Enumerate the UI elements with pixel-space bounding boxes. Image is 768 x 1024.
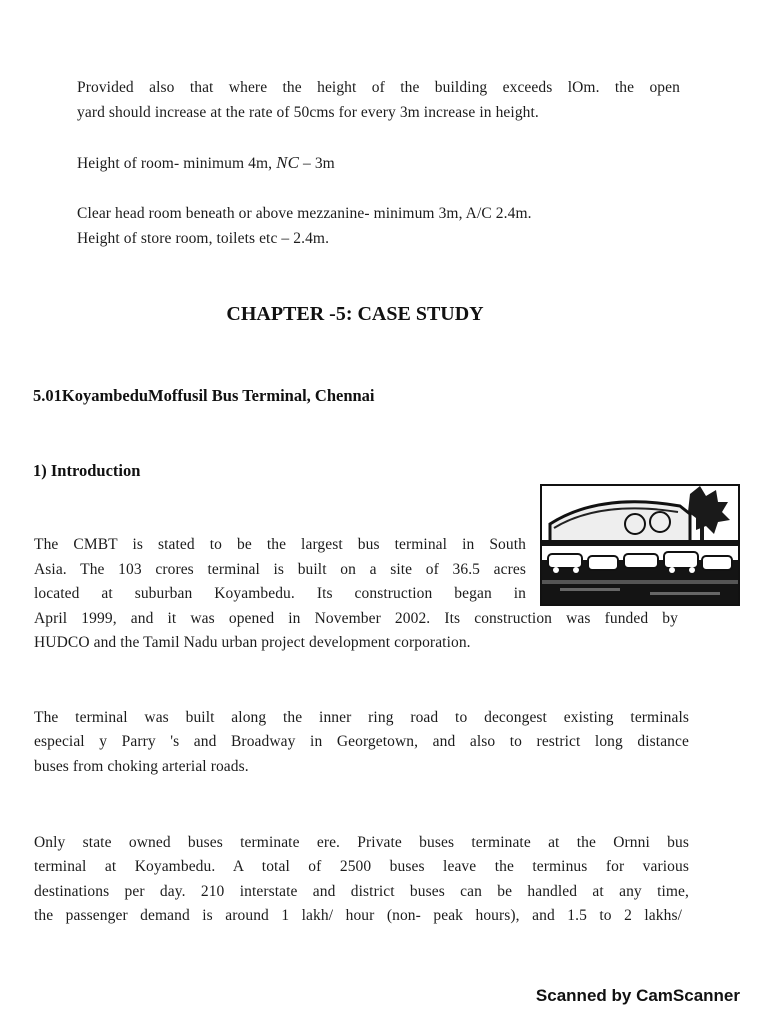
chapter-title: CHAPTER -5: CASE STUDY (226, 303, 484, 325)
para-5-line-1: The terminal was built along the inner ring road to decongest existing terminals (34, 709, 689, 726)
para-3-line-1: Clear head room beneath or above mezzanine- minimum 3m, A/C 2.4m. (77, 205, 532, 222)
para-1-line-1: Provided also that where the height of the building exceeds lOm. the open (77, 79, 680, 96)
bus-terminal-photo (540, 484, 740, 606)
para-6-line-1: Only state owned buses terminate ere. Private buses terminate at the Ornni bus (34, 834, 689, 851)
para-5-line-2: especial y Parry 's and Broadway in Georgetown, and also to restrict long distance (34, 733, 689, 750)
para-1-line-2: yard should increase at the rate of 50cms for every 3m increase in height. (77, 104, 539, 121)
para-2-line-1 (77, 151, 335, 177)
para-4-line-3: located at suburban Koyambedu. Its construction began in (34, 585, 526, 602)
para-4-line-2: Asia. The 103 crores terminal is built on a site of 36.5 acres (34, 561, 526, 578)
para-4-line-4: April 1999, and it was opened in November 2002. Its construction was funded by (34, 610, 678, 627)
section-title: 5.01KoyambeduMoffusil Bus Terminal, Chennai (33, 386, 375, 405)
para-6-line-4: the passenger demand is around 1 lakh/ hour (non- peak hours), and 1.5 to 2 lakhs/ (34, 907, 682, 924)
para-2-prefix: Height of room- minimum 4m, (77, 155, 277, 172)
intro-heading: 1) Introduction (33, 461, 141, 480)
para-2-em: NC (276, 153, 300, 172)
camscanner-watermark: Scanned by CamScanner (535, 986, 740, 1005)
para-3-line-2: Height of store room, toilets etc – 2.4m. (77, 230, 330, 247)
para-4-line-1: The CMBT is stated to be the largest bus terminal in South (34, 536, 526, 553)
para-2-suffix: – 3m (299, 155, 335, 172)
para-6-line-2: terminal at Koyambedu. A total of 2500 buses leave the terminus for various (34, 858, 689, 875)
para-5-line-3: buses from choking arterial roads. (34, 758, 249, 775)
para-4-line-5: HUDCO and the Tamil Nadu urban project development corporation. (34, 634, 471, 651)
para-6-line-3: destinations per day. 210 interstate and district buses can be handled at any time, (34, 883, 689, 900)
